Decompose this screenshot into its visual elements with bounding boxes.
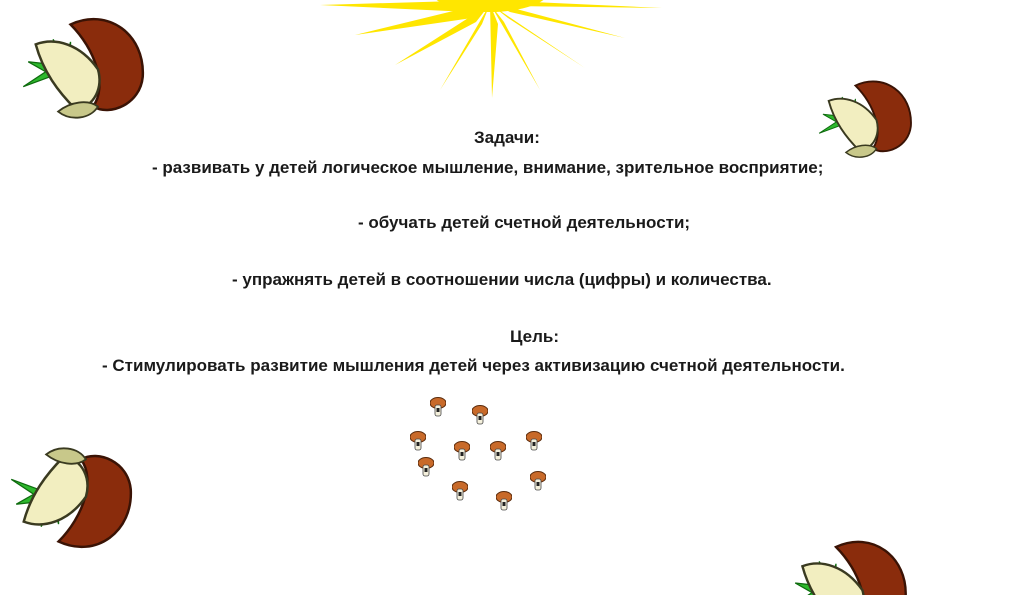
mushroom-icon xyxy=(526,430,542,452)
goal-heading: Цель: xyxy=(510,327,559,346)
tasks-heading: Задачи: xyxy=(474,128,540,147)
mushroom-icon xyxy=(788,535,908,595)
mushroom-icon xyxy=(454,440,470,462)
mushroom-icon xyxy=(815,76,915,162)
mushroom-icon xyxy=(6,442,136,554)
mushroom-icon xyxy=(410,430,426,452)
mushroom-icon xyxy=(452,480,468,502)
mushroom-icon xyxy=(490,440,506,462)
task-item: - развивать у детей логическое мышление, внимание, зрительное восприятие; xyxy=(152,158,824,177)
goal-text: - Стимулировать развитие мышления детей через активизацию счетной деятельности. xyxy=(102,356,845,375)
mushroom-icon xyxy=(472,404,488,426)
sun-icon xyxy=(300,0,680,105)
mushroom-icon xyxy=(496,490,512,512)
mushroom-icon xyxy=(418,456,434,478)
task-item: - упражнять детей в соотношении числа (цифры) и количества. xyxy=(232,270,772,289)
task-item: - обучать детей счетной деятельности; xyxy=(358,213,691,232)
mushroom-icon xyxy=(530,470,546,492)
mushroom-icon xyxy=(430,396,446,418)
mushroom-icon xyxy=(18,12,148,124)
